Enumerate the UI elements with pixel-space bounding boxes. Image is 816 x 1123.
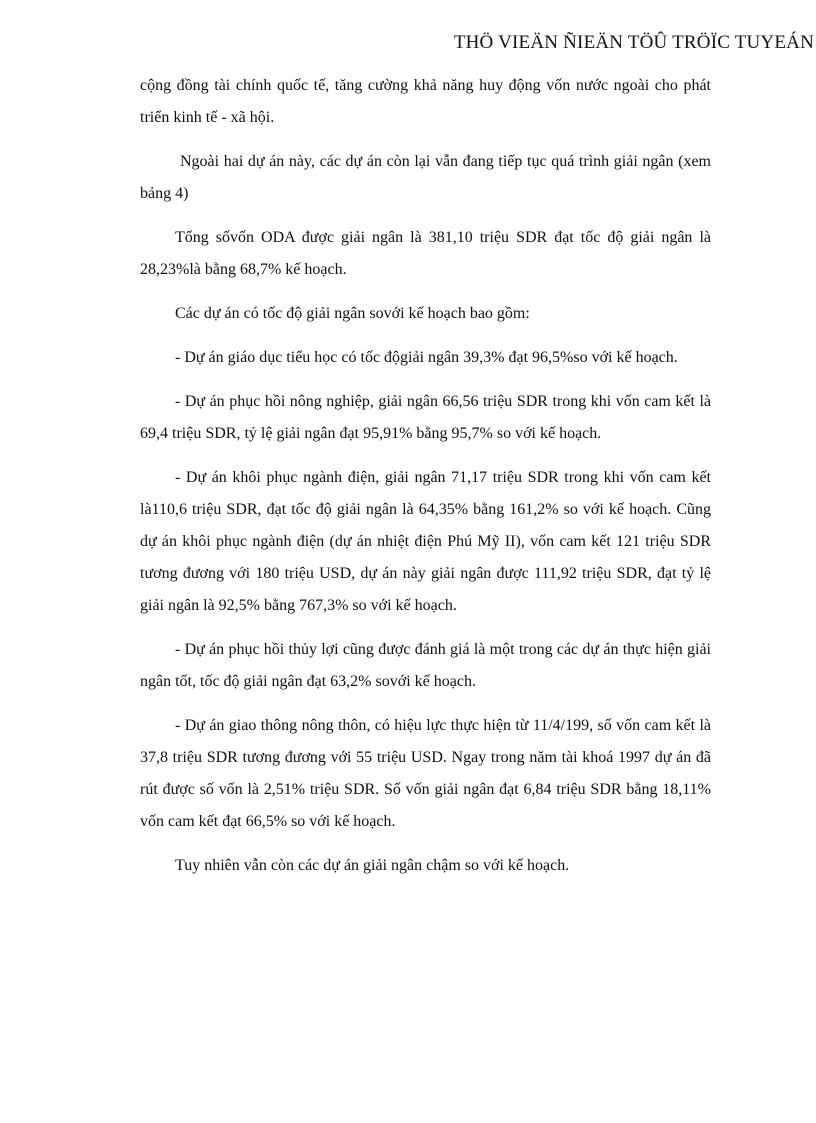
paragraph-irrigation: - Dự án phục hồi thủy lợi cũng được đánh giá là một trong các dự án thực hiện giải ngân tốt, tốc độ giải ngân đạt 63,2% sovới kế hoạch. [140,641,711,690]
page-header-title: THÖ VIEÄN ÑIEÄN TÖÛ TRÖÏC TUYEÁN [453,32,814,53]
paragraph-agriculture-recovery: - Dự án phục hồi nông nghiệp, giải ngân 66,56 triệu SDR trong khi vốn cam kết là 69,4 triệu SDR, tỷ lệ giải ngân đạt 95,91% bằng 95,7% so với kế hoạch. [140,393,711,442]
paragraph-remaining-projects: Ngoài hai dự án này, các dự án còn lại vẫn đang tiếp tục quá trình giải ngân (xem bảng 4) [140,153,711,202]
document-body [140,70,711,894]
paragraph-total-oda: Tổng sốvốn ODA được giải ngân là 381,10 triệu SDR đạt tốc độ giải ngân là 28,23%là bằng 68,7% kế hoạch. [140,229,711,278]
paragraph-slow-projects: Tuy nhiên vẫn còn các dự án giải ngân chậm so với kế hoạch. [175,857,570,874]
paragraph-power-sector: - Dự án khôi phục ngành điện, giải ngân 71,17 triệu SDR trong khi vốn cam kết là110,6 triệu SDR, đạt tốc độ giải ngân là 64,35% bằng 161,2% so với kế hoạch. Cũng dự án khôi phục ngành điện (dự án nhiệt điện Phú Mỹ II), vốn cam kết 121 triệu SDR tương đương với 180 triệu USD, dự án này giải ngân được 111,92 triệu SDR, đạt tỷ lệ giải ngân là 92,5% bằng 767,3% so với kế hoạch. [140,469,711,614]
paragraph-rural-transport: - Dự án giao thông nông thôn, có hiệu lực thực hiện từ 11/4/199, số vốn cam kết là 37,8 triệu SDR tương đương với 55 triệu USD. Ngay trong năm tài khoá 1997 dự án đã rút được số vốn là 2,51% triệu SDR. Số vốn giải ngân đạt 6,84 triệu SDR bằng 18,11% vốn cam kết đạt 66,5% so với kế hoạch. [140,717,711,830]
paragraph-continuation: cộng đồng tài chính quốc tế, tăng cường khả năng huy động vốn nước ngoài cho phát triển kinh tế - xã hội. [140,77,711,126]
paragraph-projects-intro: Các dự án có tốc độ giải ngân sovới kế hoạch bao gồm: [175,305,530,322]
paragraph-primary-education: - Dự án giáo dục tiểu học có tốc độgiải ngân 39,3% đạt 96,5%so với kế hoạch. [175,349,678,366]
